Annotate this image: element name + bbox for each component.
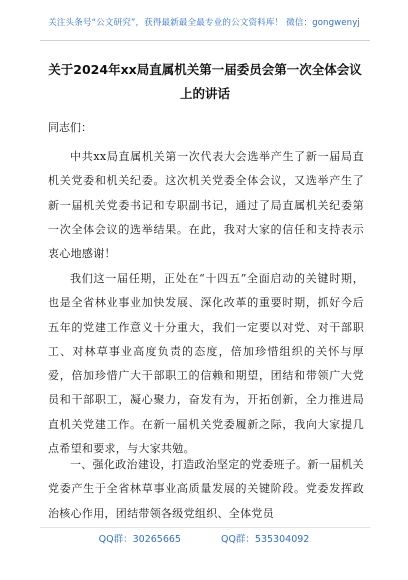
salutation: 同志们： [48, 121, 92, 134]
footer-divider [40, 527, 370, 528]
document-title: 关于2024年xx局直属机关第一届委员会第一次全体会议上的讲话 [48, 62, 362, 101]
header-divider [40, 40, 370, 41]
header-banner: 关注头条号“公文研究”，获得最新最全最专业的公文资料库！ 微信：gongwenyj [48, 18, 360, 28]
body-paragraph: 一、强化政治建设，打造政治坚定的党委班子。新一届机关党委产生于全省林草事业高质量发展的关键阶段。党委发挥政治核心作用，团结带领各级党组织、全体党员 [48, 458, 364, 520]
body-paragraph: 中共xx局直属机关第一次代表大会选举产生了新一届局直机关党委和机关纪委。这次机关党委全体会议，又选举产生了新一届机关党委书记和专职副书记，通过了局直属机关纪委第一次全体会议的选举结果。在此，我对大家的信任和支持表示衷心地感谢！ [48, 150, 364, 261]
footer-qq-group-1: QQ群：30265665 [98, 534, 181, 545]
footer-qq-group-2: QQ群：535304092 [220, 534, 310, 545]
footer-contact [0, 531, 408, 545]
body-paragraph: 我们这一届任期，正处在“十四五”全面启动的关键时期，也是全省林业事业加快发展、深化改革的重要时期，抓好今后五年的党建工作意义十分重大，我们一定要以对党、对干部职工、对林草事业高度负责的态度，倍加珍惜组织的关怀与厚爱，倍加珍惜广大干部职工的信赖和期望，团结和带领广大党员和干部职工，凝心聚力，奋发有为，开拓创新，全力推进局直机关党建工作。在新一届机关党委履新之际，我向大家提几点希望和要求，与大家共勉。 [48, 272, 364, 456]
